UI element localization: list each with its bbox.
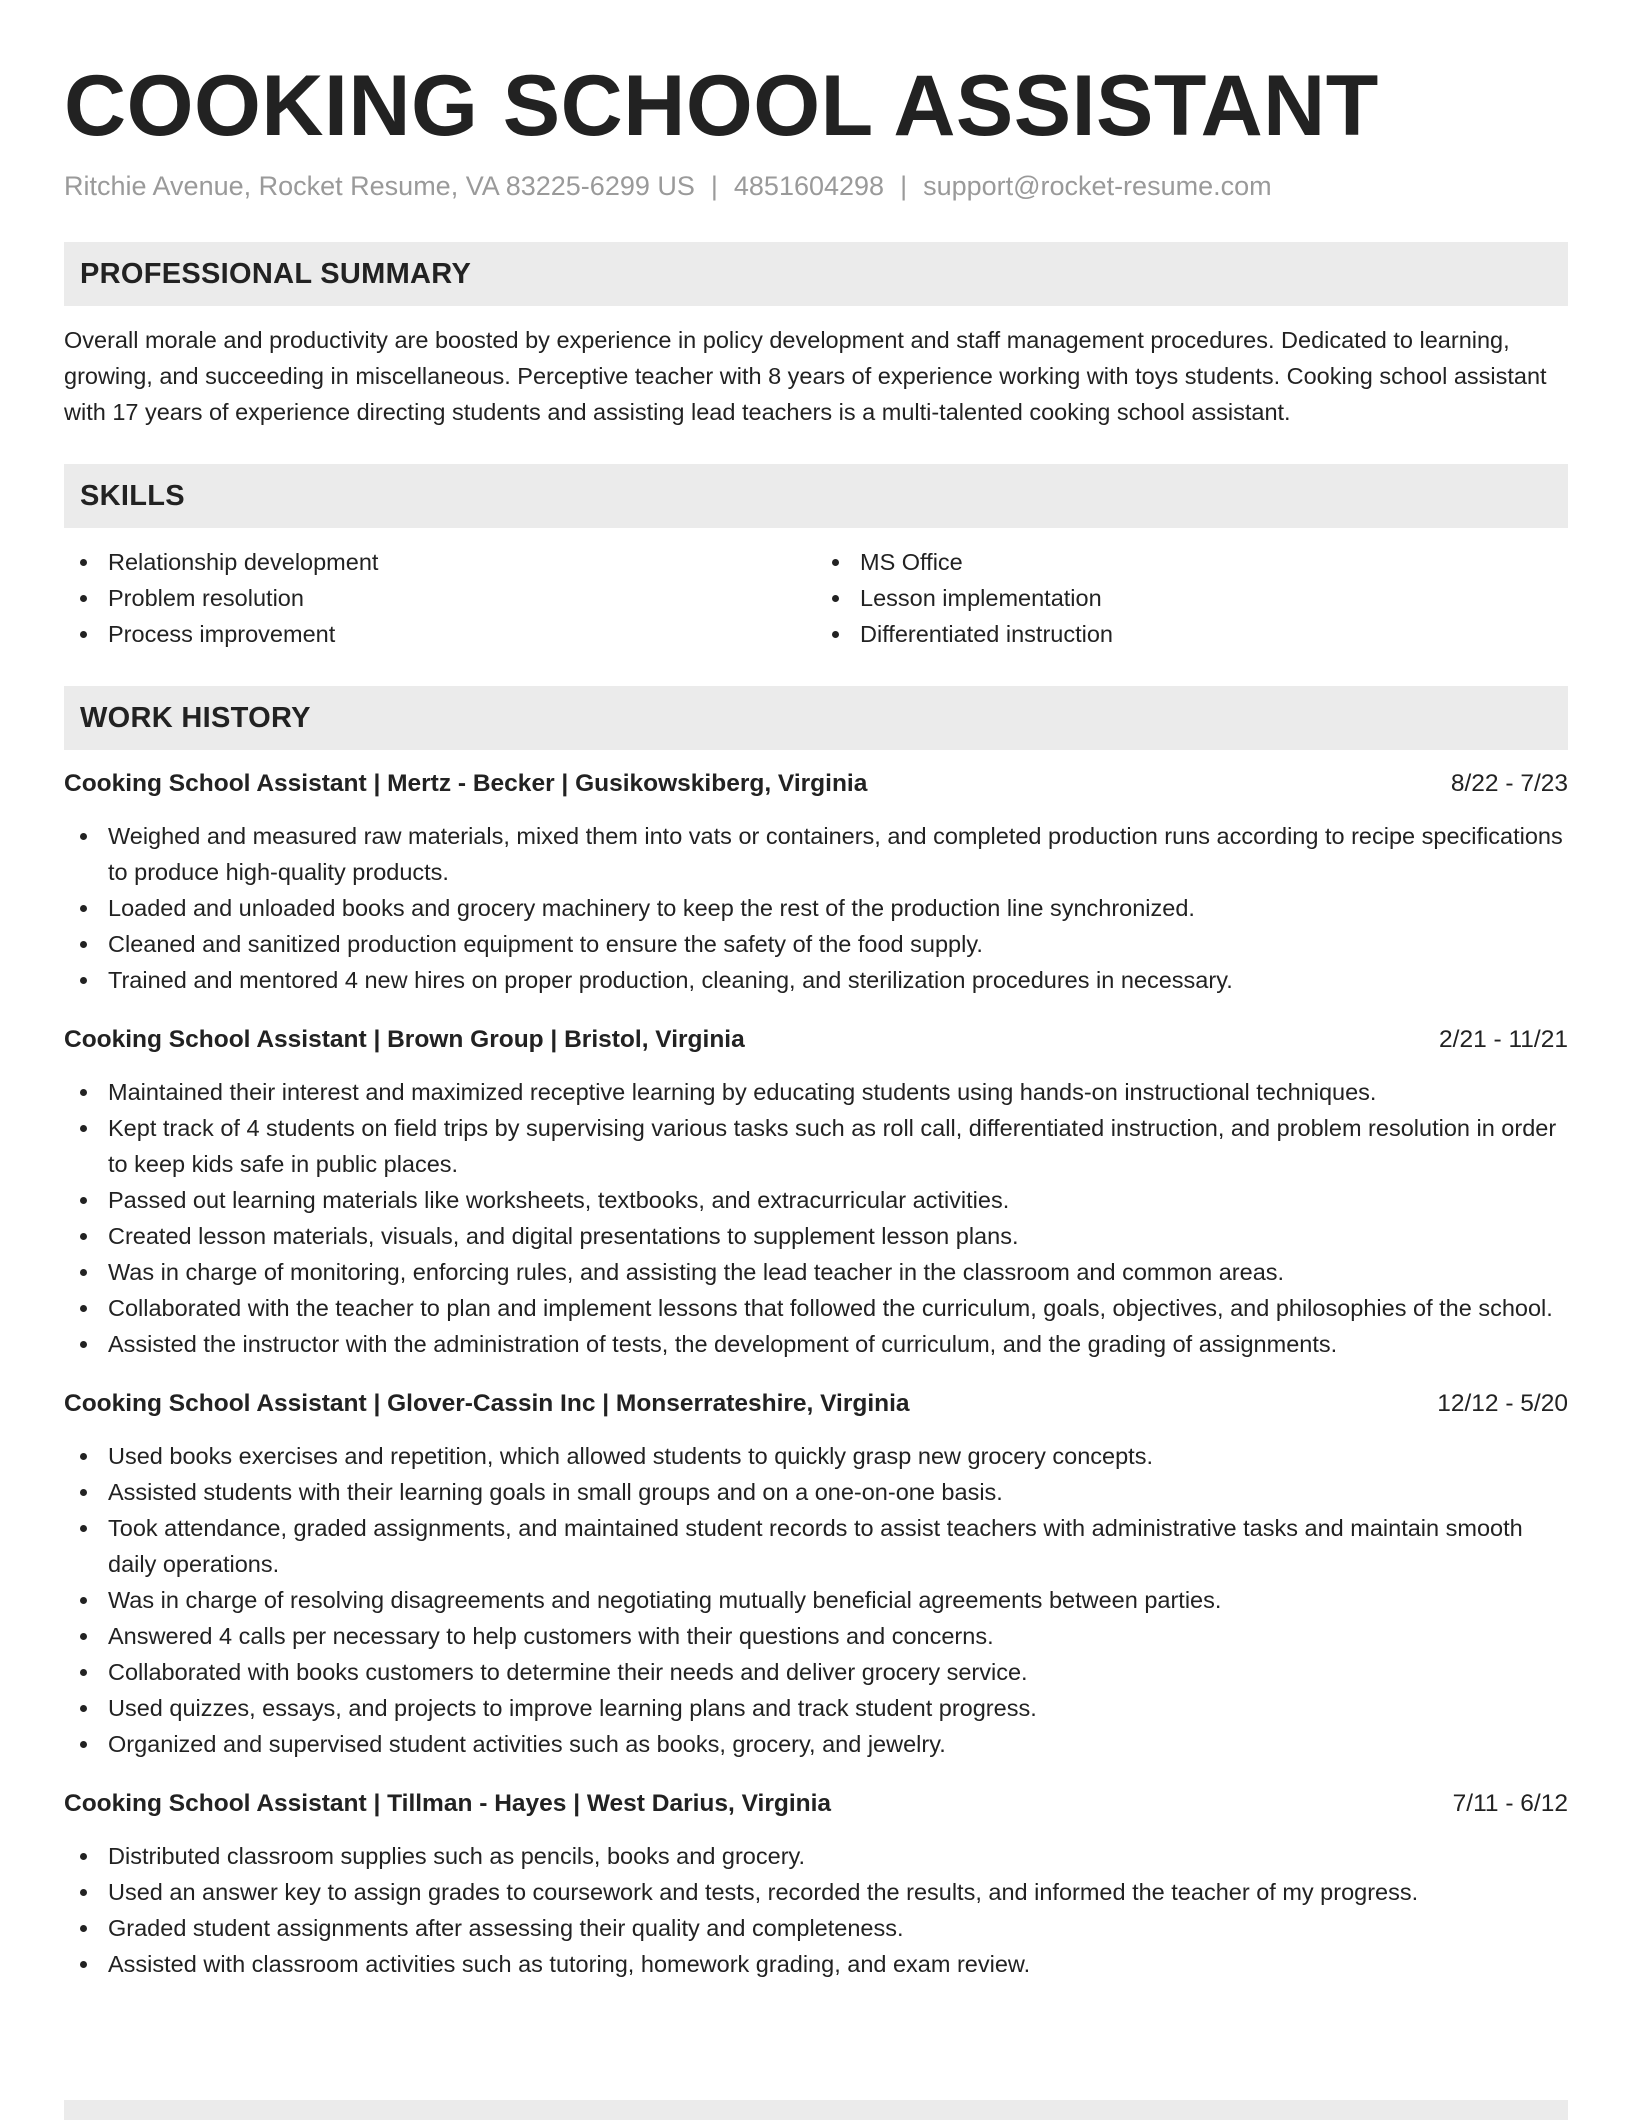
contact-line [64, 168, 1568, 204]
job-bullet: Took attendance, graded assignments, and maintained student records to assist teachers with administrative tasks and maintain smooth daily operations. [64, 1510, 1568, 1582]
job-bullets [64, 1838, 1568, 1982]
section-title-work: WORK HISTORY [80, 701, 311, 734]
job-dates: 7/11 - 6/12 [1452, 1790, 1568, 1817]
job-bullet: Created lesson materials, visuals, and digital presentations to supplement lesson plans. [64, 1218, 1568, 1254]
job-bullet: Used an answer key to assign grades to coursework and tests, recorded the results, and informed the teacher of my progress. [64, 1874, 1568, 1910]
skill-item: Differentiated instruction [816, 616, 1568, 652]
next-section-header-partial [64, 2100, 1568, 2120]
job-bullet: Answered 4 calls per necessary to help customers with their questions and concerns. [64, 1618, 1568, 1654]
job-bullet: Assisted the instructor with the administration of tests, the development of curriculum, and the grading of assignments. [64, 1326, 1568, 1362]
job-heading: Cooking School Assistant | Mertz - Becker | Gusikowskiberg, Virginia [64, 770, 868, 797]
summary-text: Overall morale and productivity are boosted by experience in policy development and staff management procedures. Dedicated to learning, growing, and succeeding in miscellaneous. Perceptive teacher with 8 years of experience working with toys students. Cooking school assistant with 17 years of experience directing students and assisting lead teachers is a multi-talented cooking school assistant. [64, 327, 1547, 425]
job-bullet: Assisted with classroom activities such as tutoring, homework grading, and exam review. [64, 1946, 1568, 1982]
job-header [64, 1386, 1568, 1422]
job-bullet: Distributed classroom supplies such as pencils, books and grocery. [64, 1838, 1568, 1874]
job-entry [64, 766, 1568, 998]
skill-item: Lesson implementation [816, 580, 1568, 616]
job-bullet: Maintained their interest and maximized receptive learning by educating students using hands-on instructional techniques. [64, 1074, 1568, 1110]
job-heading: Cooking School Assistant | Tillman - Hayes | West Darius, Virginia [64, 1790, 832, 1817]
job-bullet: Was in charge of resolving disagreements and negotiating mutually beneficial agreements between parties. [64, 1582, 1568, 1618]
job-header [64, 1022, 1568, 1058]
section-title-skills: SKILLS [80, 479, 185, 512]
work-history-list [64, 766, 1568, 1982]
job-header [64, 766, 1568, 802]
contact-phone: 4851604298 [733, 171, 885, 201]
job-bullet: Weighed and measured raw materials, mixed them into vats or containers, and completed production runs according to recipe specifications to produce high-quality products. [64, 818, 1568, 890]
job-entry [64, 1022, 1568, 1362]
job-entry [64, 1786, 1568, 1982]
skill-item: Relationship development [64, 544, 816, 580]
job-bullet: Was in charge of monitoring, enforcing rules, and assisting the lead teacher in the classroom and common areas. [64, 1254, 1568, 1290]
skill-item: Problem resolution [64, 580, 816, 616]
skills-column-right [816, 544, 1568, 652]
job-bullet: Used books exercises and repetition, which allowed students to quickly grasp new grocery concepts. [64, 1438, 1568, 1474]
job-bullet: Assisted students with their learning goals in small groups and on a one-on-one basis. [64, 1474, 1568, 1510]
section-title-summary: PROFESSIONAL SUMMARY [80, 257, 472, 290]
job-heading: Cooking School Assistant | Glover-Cassin Inc | Monserrateshire, Virginia [64, 1390, 910, 1417]
contact-separator: | [900, 171, 908, 201]
job-bullets [64, 1074, 1568, 1362]
job-bullet: Trained and mentored 4 new hires on proper production, cleaning, and sterilization procedures in necessary. [64, 962, 1568, 998]
section-header-skills [64, 464, 1568, 528]
skills-column-left [64, 544, 816, 652]
job-dates: 2/21 - 11/21 [1439, 1026, 1568, 1053]
job-dates: 8/22 - 7/23 [1450, 770, 1568, 797]
job-bullet: Cleaned and sanitized production equipment to ensure the safety of the food supply. [64, 926, 1568, 962]
job-bullet: Graded student assignments after assessing their quality and completeness. [64, 1910, 1568, 1946]
resume-page [64, 56, 1568, 2006]
job-bullets [64, 1438, 1568, 1762]
job-entry [64, 1386, 1568, 1762]
skills-grid [64, 544, 1568, 652]
section-header-work [64, 686, 1568, 750]
contact-address: Ritchie Avenue, Rocket Resume, VA 83225-6299 US [64, 171, 695, 201]
section-header-summary [64, 242, 1568, 306]
job-bullet: Collaborated with the teacher to plan and implement lessons that followed the curriculum, goals, objectives, and philosophies of the school. [64, 1290, 1568, 1326]
contact-email: support@rocket-resume.com [923, 171, 1272, 201]
job-bullet: Passed out learning materials like worksheets, textbooks, and extracurricular activities. [64, 1182, 1568, 1218]
skill-item: Process improvement [64, 616, 816, 652]
contact-separator: | [710, 171, 718, 201]
job-bullet: Used quizzes, essays, and projects to improve learning plans and track student progress. [64, 1690, 1568, 1726]
job-bullet: Organized and supervised student activities such as books, grocery, and jewelry. [64, 1726, 1568, 1762]
resume-title: COOKING SCHOOL ASSISTANT [64, 58, 1379, 154]
job-bullet: Kept track of 4 students on field trips by supervising various tasks such as roll call, differentiated instruction, and problem resolution in order to keep kids safe in public places. [64, 1110, 1568, 1182]
job-header [64, 1786, 1568, 1822]
job-dates: 12/12 - 5/20 [1437, 1390, 1568, 1417]
job-bullet: Loaded and unloaded books and grocery machinery to keep the rest of the production line synchronized. [64, 890, 1568, 926]
job-bullets [64, 818, 1568, 998]
job-bullet: Collaborated with books customers to determine their needs and deliver grocery service. [64, 1654, 1568, 1690]
skill-item: MS Office [816, 544, 1568, 580]
job-heading: Cooking School Assistant | Brown Group | Bristol, Virginia [64, 1026, 745, 1053]
